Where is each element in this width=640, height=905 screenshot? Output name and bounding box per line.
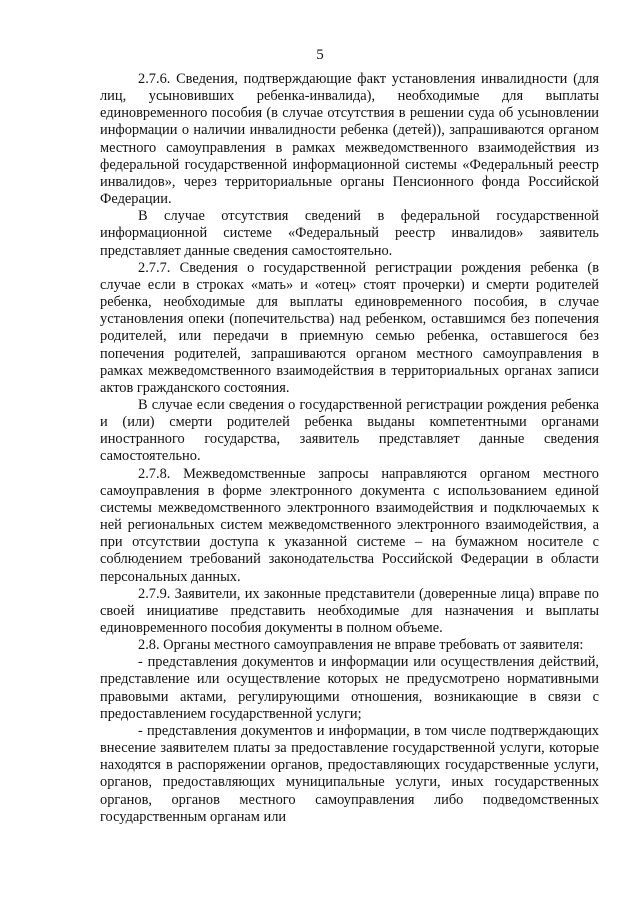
paragraph-2-8: 2.8. Органы местного самоуправления не вправе требовать от заявителя: <box>138 637 584 654</box>
document-body <box>100 71 599 826</box>
paragraph-2-7-6: 2.7.6. Сведения, подтверждающие факт установления инвалидности (для лиц, усыновивших ребенка-инвалида), необходимые для выплаты единовременного пособия (в случае отсутствия в решении суда об усыновлении информации о наличии инвалидности ребенка (детей)), запрашиваются органом местного самоуправления в рамках межведомственного взаимодействия из федеральной государственной информационной системы «Федеральный реестр инвалидов», через территориальные органы Пенсионного фонда Российской Федерации. <box>100 71 599 208</box>
list-item-2: - представления документов и информации, в том числе подтверждающих внесение заявителем платы за предоставление государственной услуги, которые находятся в распоряжении органов, предоставляющих государственные услуги, органов, предоставляющих муниципальные услуги, иных государственных органов, органов местного самоуправления либо подведомственных государственным органам или <box>100 722 599 825</box>
list-item-1: - представления документов и информации или осуществления действий, представление или осуществление которых не предусмотрено нормативными правовыми актами, регулирующими отношения, возникающие в связи с предоставлением государственной услуги; <box>100 654 599 722</box>
paragraph-2-7-8: 2.7.8. Межведомственные запросы направляются органом местного самоуправления в форме электронного документа с использованием единой системы межведомственного электронного взаимодействия и подключаемых к ней региональных систем межведомственного электронного взаимодействия, а при отсутствии доступа к указанной системе – на бумажном носителе с соблюдением требований законодательства Российской Федерации в области персональных данных. <box>100 465 599 585</box>
paragraph-2-7-9: 2.7.9. Заявители, их законные представители (доверенные лица) вправе по своей инициативе представить необходимые для назначения и выплаты единовременного пособия документы в полном объеме. <box>100 585 599 636</box>
paragraph-2-7-7-note: В случае если сведения о государственной регистрации рождения ребенка и (или) смерти родителей ребенка выданы компетентными органами иностранного государства, заявитель представляет данные сведения самостоятельно. <box>100 396 599 465</box>
page-number: 5 <box>316 47 324 63</box>
paragraph-2-7-6-note: В случае отсутствия сведений в федеральной государственной информационной системе «Федеральный реестр инвалидов» заявитель представляет данные сведения самостоятельно. <box>100 208 599 259</box>
paragraph-2-7-7: 2.7.7. Сведения о государственной регистрации рождения ребенка (в случае если в строках «мать» и «отец» стоят прочерки) и смерти родителей ребенка, необходимые для выплаты единовременного пособия, в случае установления опеки (попечительства) над ребенком, оставшимся без попечения родителей, или передачи в приемную семью ребенка, оставшегося без попечения родителей, запрашиваются органом местного самоуправления в рамках межведомственного взаимодействия в территориальных органах записи актов гражданского состояния. <box>100 259 599 396</box>
